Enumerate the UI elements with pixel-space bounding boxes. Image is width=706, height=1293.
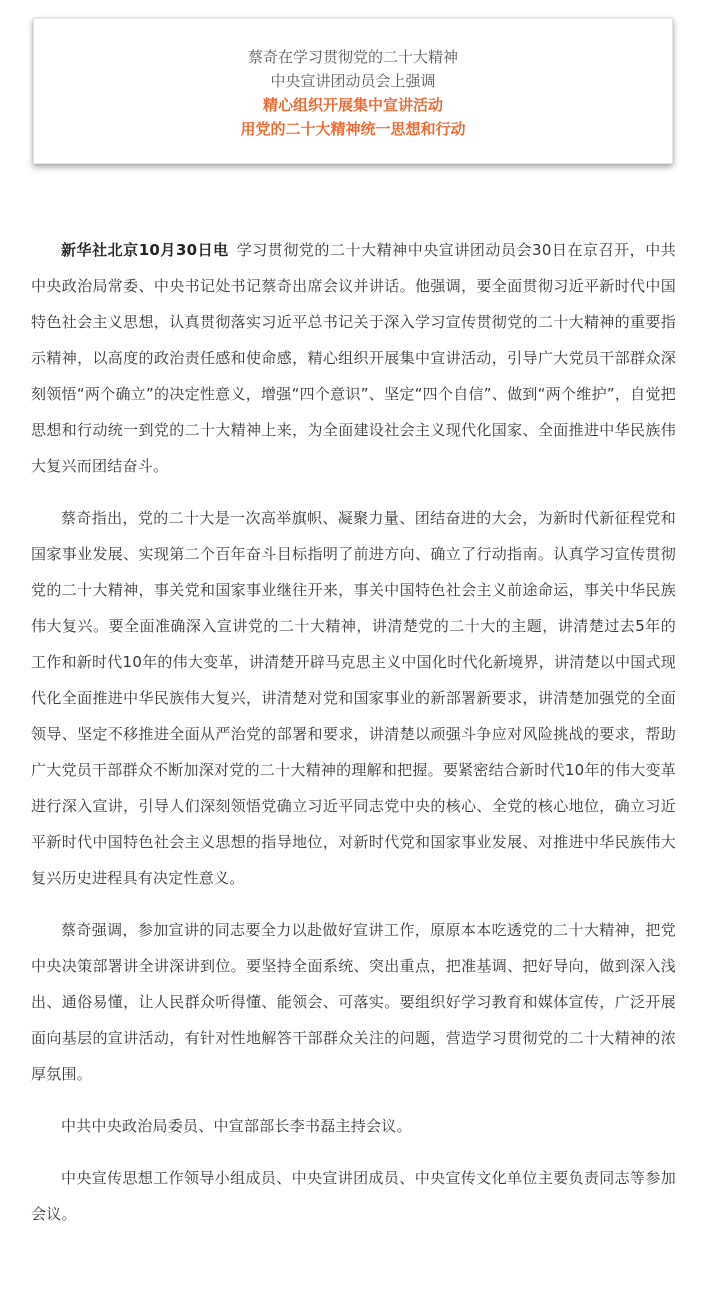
- article-paragraph-3: 蔡奇强调，参加宣讲的同志要全力以赴做好宣讲工作，原原本本吃透党的二十大精神，把党中央决策部署讲全讲深讲到位。要坚持全面系统、突出重点，把准基调、把好导向，做到深入浅出、通俗易懂，让人民群众听得懂、能领会、可落实。要组织好学习教育和媒体宣传，广泛开展面向基层的宣讲活动，有针对性地解答干部群众关注的问题，营造学习贯彻党的二十大精神的浓厚氛围。: [31, 921, 676, 1083]
- article-paragraph-5: 中央宣传思想工作领导小组成员、中央宣讲团成员、中央宣传文化单位主要负责同志等参加会议。: [31, 1169, 676, 1223]
- article-paragraph-4: 中共中央政治局委员、中宣部部长李书磊主持会议。: [61, 1117, 412, 1135]
- headline-main-title-2: 用党的二十大精神统一思想和行动: [240, 120, 466, 138]
- headline-subtitle-1: 蔡奇在学习贯彻党的二十大精神: [247, 48, 458, 66]
- article-paragraph-2: 蔡奇指出，党的二十大是一次高举旗帜、凝聚力量、团结奋进的大会，为新时代新征程党和国家事业发展、实现第二个百年奋斗目标指明了前进方向、确立了行动指南。认真学习宣传贯彻党的二十大精神，事关党和国家事业继往开来，事关中国特色社会主义前途命运，事关中华民族伟大复兴。要全面准确深入宣讲党的二十大精神，讲清楚党的二十大的主题，讲清楚过去5年的工作和新时代10年的伟大变革，讲清楚开辟马克思主义中国化时代化新境界，讲清楚以中国式现代化全面推进中华民族伟大复兴，讲清楚对党和国家事业的新部署新要求，讲清楚加强党的全面领导、坚定不移推进全面从严治党的部署和要求，讲清楚以顽强斗争应对风险挑战的要求，帮助广大党员干部群众不断加深对党的二十大精神的理解和把握。要紧密结合新时代10年的伟大变革进行深入宣讲，引导人们深刻领悟党确立习近平同志党中央的核心、全党的核心地位，确立习近平新时代中国特色社会主义思想的指导地位，对新时代党和国家事业发展、对推进中华民族伟大复兴历史进程具有决定性意义。: [31, 509, 676, 887]
- headline-main-title-1: 精心组织开展集中宣讲活动: [262, 96, 443, 114]
- article-paragraph-1-text: 学习贯彻党的二十大精神中央宣讲团动员会30日在京召开，中共中央政治局常委、中央书记处书记蔡奇出席会议并讲话。他强调，要全面贯彻习近平新时代中国特色社会主义思想，认真贯彻落实习近平总书记关于深入学习宣传贯彻党的二十大精神的重要指示精神，以高度的政治责任感和使命感，精心组织开展集中宣讲活动，引导广大党员干部群众深刻领悟“两个确立”的决定性意义，增强“四个意识”、坚定“四个自信”、做到“两个维护”，自觉把思想和行动统一到党的二十大精神上来，为全面建设社会主义现代化国家、全面推进中华民族伟大复兴而团结奋斗。: [31, 241, 677, 475]
- headline-subtitle-2: 中央宣讲团动员会上强调: [270, 72, 436, 90]
- headline-box: [33, 18, 673, 164]
- dateline: 新华社北京10月30日电: [61, 241, 229, 259]
- article-paragraph-1: [31, 232, 676, 484]
- article-body: [31, 232, 676, 1232]
